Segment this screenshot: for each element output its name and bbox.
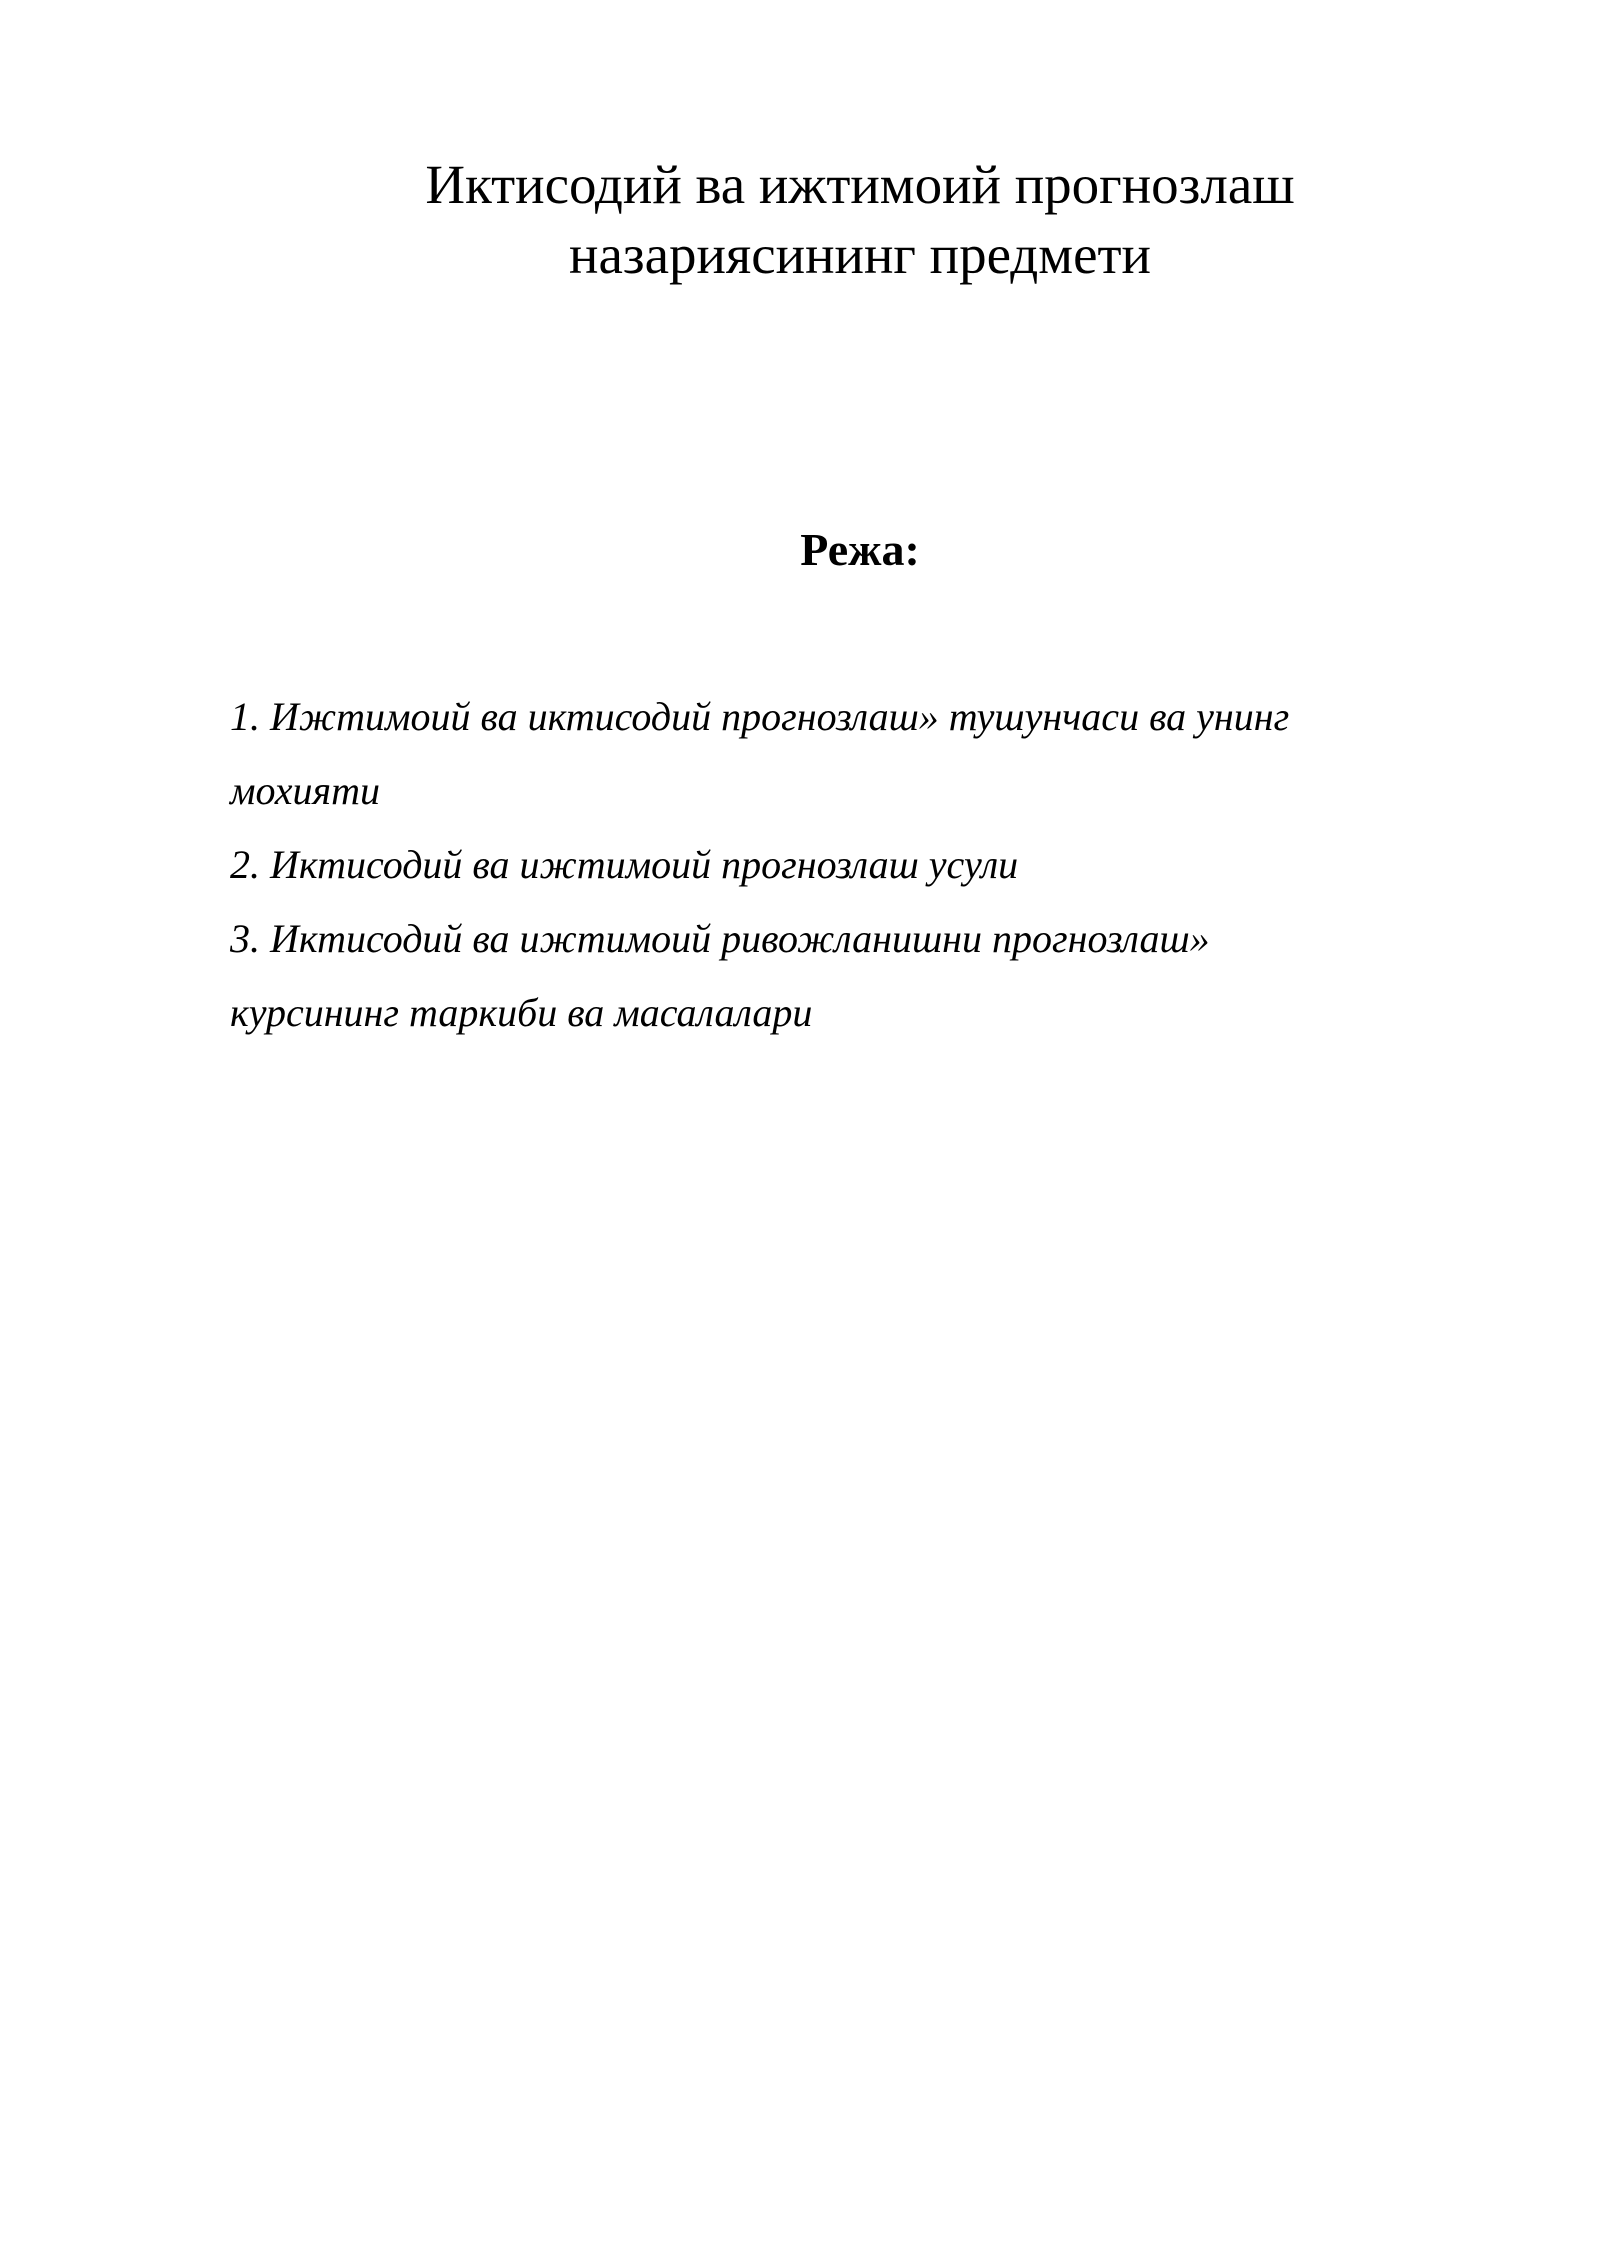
outline-item-3-line-2: курсининг таркиби ва масалалари xyxy=(230,990,813,1035)
title-line-1: Иктисодий ва ижтимоий прогнозлаш xyxy=(425,154,1295,215)
document-title xyxy=(230,150,1490,290)
outline-item-1-line-2: мохияти xyxy=(230,768,380,813)
outline-item-1 xyxy=(230,680,1450,828)
title-line-2: назариясининг предмети xyxy=(569,224,1151,285)
plan-heading: Режа: xyxy=(800,524,920,575)
outline-item-2 xyxy=(230,828,1450,902)
plan-outline xyxy=(230,680,1450,1050)
outline-item-3 xyxy=(230,902,1450,1050)
outline-item-1-line-1: 1. Ижтимоий ва иктисодий прогнозлаш» тушунчаси ва унинг xyxy=(230,694,1290,739)
outline-item-3-line-1: 3. Иктисодий ва ижтимоий ривожланишни прогнозлаш» xyxy=(230,916,1210,961)
outline-item-2-line-1: 2. Иктисодий ва ижтимоий прогнозлаш усули xyxy=(230,842,1019,887)
